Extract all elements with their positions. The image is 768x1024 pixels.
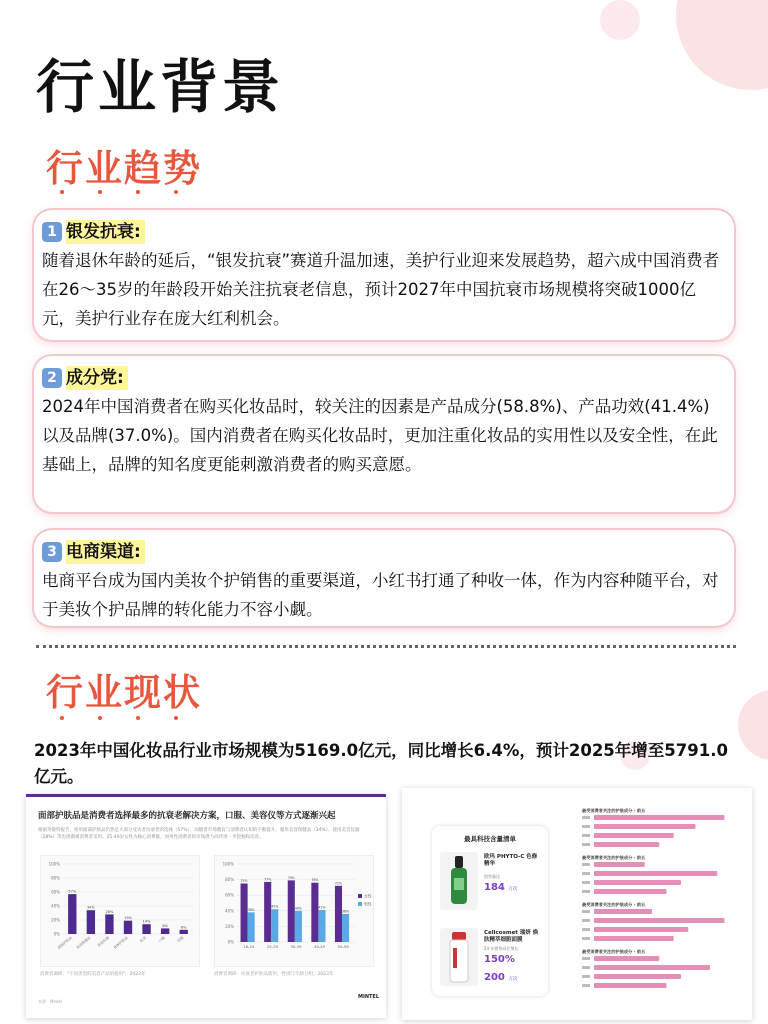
row-label bbox=[582, 957, 590, 960]
market-summary: 2023年中国化妆品行业市场规模为5169.0亿元，同比增长6.4%，预计2025年增至5791.0亿元。 bbox=[34, 741, 728, 786]
ingredient-bar bbox=[594, 965, 710, 970]
y-tick-label: 20% bbox=[225, 923, 234, 929]
y-tick-label: 100% bbox=[222, 861, 234, 867]
y-tick-label: 100% bbox=[48, 861, 60, 867]
number-badge-icon: 3 bbox=[42, 542, 62, 562]
ingredient-bar bbox=[594, 974, 681, 979]
product-note: 销售量达 bbox=[484, 874, 500, 879]
bar-chart-svg bbox=[41, 856, 201, 968]
data-label: 6% bbox=[180, 925, 187, 930]
row-label bbox=[582, 975, 590, 978]
card-heading bbox=[42, 366, 726, 390]
y-tick-label: 80% bbox=[51, 875, 60, 881]
product-item bbox=[440, 848, 540, 918]
serum-bottle-icon bbox=[440, 852, 478, 910]
y-tick-label: 40% bbox=[225, 908, 234, 914]
bar bbox=[335, 886, 342, 942]
y-tick-label: 60% bbox=[51, 889, 60, 895]
trend-card-ingredient bbox=[34, 356, 734, 512]
legend-swatch bbox=[358, 902, 362, 906]
ingredient-bar bbox=[594, 880, 681, 885]
ingredient-bar bbox=[594, 936, 674, 941]
bar bbox=[342, 914, 349, 942]
x-tick-label: 25-29 bbox=[266, 944, 278, 949]
row-label bbox=[582, 984, 590, 987]
data-label: 34% bbox=[86, 905, 95, 910]
y-tick-label: 0% bbox=[53, 931, 60, 937]
data-label: 40% bbox=[294, 906, 302, 911]
data-label: 72% bbox=[334, 881, 343, 886]
ingredient-bar bbox=[594, 918, 725, 923]
bar bbox=[105, 914, 113, 934]
bar bbox=[288, 880, 295, 942]
bar bbox=[311, 883, 318, 942]
dotted-divider bbox=[36, 645, 736, 648]
report-image-ingredients bbox=[402, 788, 752, 1020]
panel-heading: 最受消费者关注的护肤成分 - 前五 bbox=[582, 808, 646, 813]
card-heading bbox=[42, 220, 726, 244]
row-label bbox=[582, 919, 590, 922]
card-heading-text: 成分党: bbox=[66, 366, 128, 390]
x-tick-label: 50-59 bbox=[337, 944, 349, 949]
report-image-mintel bbox=[26, 794, 386, 1018]
bar-chart-gender-age bbox=[214, 855, 374, 967]
ingredient-bar bbox=[594, 815, 725, 820]
report-subtitle: 根据英敏特报告，使用面部护肤品仍然是大部分受访者抗衰老的选择（57%），而随着市场教育与消费者认知的不断提升，服用美容保健品（34%）、使用美容仪器（28%）等也逐渐被消费者采用。25-49岁女性为核心消费群，而男性消费者的市场潜力尚待进一步挖掘和培育。 bbox=[38, 828, 360, 840]
decor-bubble bbox=[738, 690, 768, 760]
trend-card-silver bbox=[34, 210, 734, 340]
legend-swatch bbox=[358, 894, 362, 898]
bar bbox=[87, 910, 95, 934]
ingredient-bar bbox=[594, 889, 667, 894]
ingredient-bar bbox=[594, 956, 659, 961]
section-title-status: 行业现状 bbox=[46, 671, 202, 714]
bar bbox=[180, 930, 188, 934]
x-tick-label: 美容保健品 bbox=[75, 935, 92, 951]
data-label: 57% bbox=[68, 889, 77, 894]
row-label bbox=[582, 843, 590, 846]
grouped-bar-chart-svg bbox=[215, 856, 375, 968]
report-footer: 来源：Mintel bbox=[38, 999, 63, 1004]
card-heading bbox=[42, 540, 726, 564]
x-tick-label: 身体护肤品 bbox=[112, 935, 129, 951]
row-label bbox=[582, 928, 590, 931]
row-label bbox=[582, 863, 590, 866]
report-title: 面部护肤品是消费者选择最多的抗衰老解决方案，口服、美容仪等方式逐渐兴起 bbox=[38, 811, 336, 821]
bar-chart-usage bbox=[40, 855, 200, 967]
card-heading-text: 电商渠道: bbox=[66, 540, 145, 564]
mask-tube-icon bbox=[440, 928, 478, 986]
x-tick-label: 其他 bbox=[176, 935, 185, 944]
trend-card-ecommerce bbox=[34, 530, 734, 626]
x-tick-label: 口服 bbox=[157, 935, 166, 944]
legend-label: 女性 bbox=[364, 893, 372, 899]
x-tick-label: 30-39 bbox=[290, 944, 302, 949]
brand-logo: MINTEL bbox=[358, 994, 380, 1000]
title-dots bbox=[60, 716, 178, 720]
y-tick-label: 20% bbox=[51, 917, 60, 923]
row-label bbox=[582, 937, 590, 940]
number-badge-icon: 2 bbox=[42, 368, 62, 388]
ingredient-bar bbox=[594, 927, 688, 932]
y-tick-label: 80% bbox=[225, 877, 234, 883]
row-label bbox=[582, 834, 590, 837]
data-label: 42% bbox=[271, 904, 279, 909]
data-label: 41% bbox=[318, 905, 326, 910]
row-label bbox=[582, 881, 590, 884]
product-name: 欧玛 PHYTO-C 色修精华 bbox=[484, 854, 538, 867]
chart-caption: 消费者调研："不同类型的美容产品的使用"，2023年 bbox=[40, 972, 146, 977]
bar bbox=[241, 884, 248, 943]
ingredient-bar bbox=[594, 842, 659, 847]
ingredient-bars bbox=[562, 798, 742, 1010]
ingredient-bar bbox=[594, 833, 674, 838]
data-label: 38% bbox=[247, 907, 255, 912]
product-stat: 150% bbox=[484, 954, 515, 965]
bar bbox=[271, 909, 278, 942]
row-label bbox=[582, 825, 590, 828]
y-tick-label: 40% bbox=[51, 903, 60, 909]
row-label bbox=[582, 816, 590, 819]
data-label: 75% bbox=[240, 879, 248, 883]
decor-bubble bbox=[600, 0, 640, 40]
y-tick-label: 60% bbox=[225, 892, 234, 898]
row-label bbox=[582, 966, 590, 969]
bar bbox=[142, 924, 150, 934]
bar bbox=[318, 910, 325, 942]
page-title: 行业背景 bbox=[36, 53, 285, 121]
section-title-trend: 行业趋势 bbox=[46, 147, 202, 190]
number-badge-icon: 1 bbox=[42, 222, 62, 242]
card-text: 2024年中国消费者在购买化妆品时，较关注的因素是产品成分(58.8%)、产品功效(41.4%)以及品牌(37.0%)。国内消费者在购买化妆品时，更加注重化妆品的实用性以及安全性，在此基础上，品牌的知名度更能刺激消费者的购买意愿。 bbox=[42, 397, 718, 474]
bar bbox=[68, 894, 76, 934]
data-label: 8% bbox=[162, 923, 168, 928]
panel-heading: 最受消费者关注的护肤成分 - 前五 bbox=[582, 855, 646, 860]
bar bbox=[248, 912, 255, 942]
row-label bbox=[582, 890, 590, 893]
legend-label: 男性 bbox=[364, 901, 372, 907]
bar bbox=[295, 911, 302, 942]
data-label: 76% bbox=[311, 878, 319, 883]
product-name: Cellcosmet 瑞妍 焕肤精萃细胞面膜 bbox=[484, 930, 539, 943]
card-text: 电商平台成为国内美妆个护销售的重要渠道，小红书打通了种收一体，作为内容种随平台，对于美妆个护品牌的转化能力不容小觑。 bbox=[42, 571, 719, 619]
data-label: 79% bbox=[287, 875, 295, 880]
y-tick-label: 0% bbox=[227, 939, 234, 945]
product-note: 24 年销售同比增长 bbox=[484, 946, 519, 951]
x-tick-label: 美容仪器 bbox=[96, 935, 111, 948]
bar bbox=[161, 928, 169, 934]
ingredient-bar-svg bbox=[562, 798, 742, 1010]
decor-bubble bbox=[676, 0, 768, 90]
chart-caption: 消费者调研：抗衰老护肤品使用，性别与年龄分组，2023年 bbox=[214, 972, 334, 977]
x-tick-label: 面部护肤品 bbox=[56, 935, 73, 951]
tech-list-title: 最具科技含量清单 bbox=[464, 835, 516, 843]
x-tick-label: 18-24 bbox=[243, 944, 255, 949]
tech-list-card bbox=[432, 826, 548, 996]
ingredient-bar bbox=[594, 983, 667, 988]
product-item bbox=[440, 924, 540, 994]
panel-heading: 最受消费者关注的护肤成分 - 前五 bbox=[582, 902, 646, 907]
title-dots bbox=[60, 190, 178, 194]
panel-heading: 最受消费者关注的护肤成分 - 前五 bbox=[582, 949, 646, 954]
ingredient-bar bbox=[594, 909, 652, 914]
product-stat: 184 万次 bbox=[484, 882, 518, 893]
data-label: 77% bbox=[264, 877, 272, 882]
data-label: 28% bbox=[105, 909, 114, 914]
product-stat: 200 万次 bbox=[484, 972, 518, 983]
data-label: 19% bbox=[124, 916, 132, 921]
bar bbox=[124, 921, 132, 934]
data-label: 36% bbox=[342, 909, 350, 914]
ingredient-bar bbox=[594, 862, 645, 867]
bar bbox=[264, 882, 271, 942]
x-tick-label: 40-49 bbox=[314, 944, 326, 949]
x-tick-label: 医美 bbox=[139, 935, 148, 944]
ingredient-bar bbox=[594, 824, 696, 829]
row-label bbox=[582, 910, 590, 913]
card-text: 随着退休年龄的延后，“银发抗衰”赛道升温加速，美护行业迎来发展趋势，超六成中国消费者在26～35岁的年龄段开始关注抗衰老信息，预计2027年中国抗衰市场规模将突破1000亿元，美护行业存在庞大红利机会。 bbox=[42, 251, 720, 328]
row-label bbox=[582, 872, 590, 875]
ingredient-bar bbox=[594, 871, 717, 876]
data-label: 14% bbox=[142, 919, 151, 924]
card-heading-text: 银发抗衰: bbox=[66, 220, 145, 244]
